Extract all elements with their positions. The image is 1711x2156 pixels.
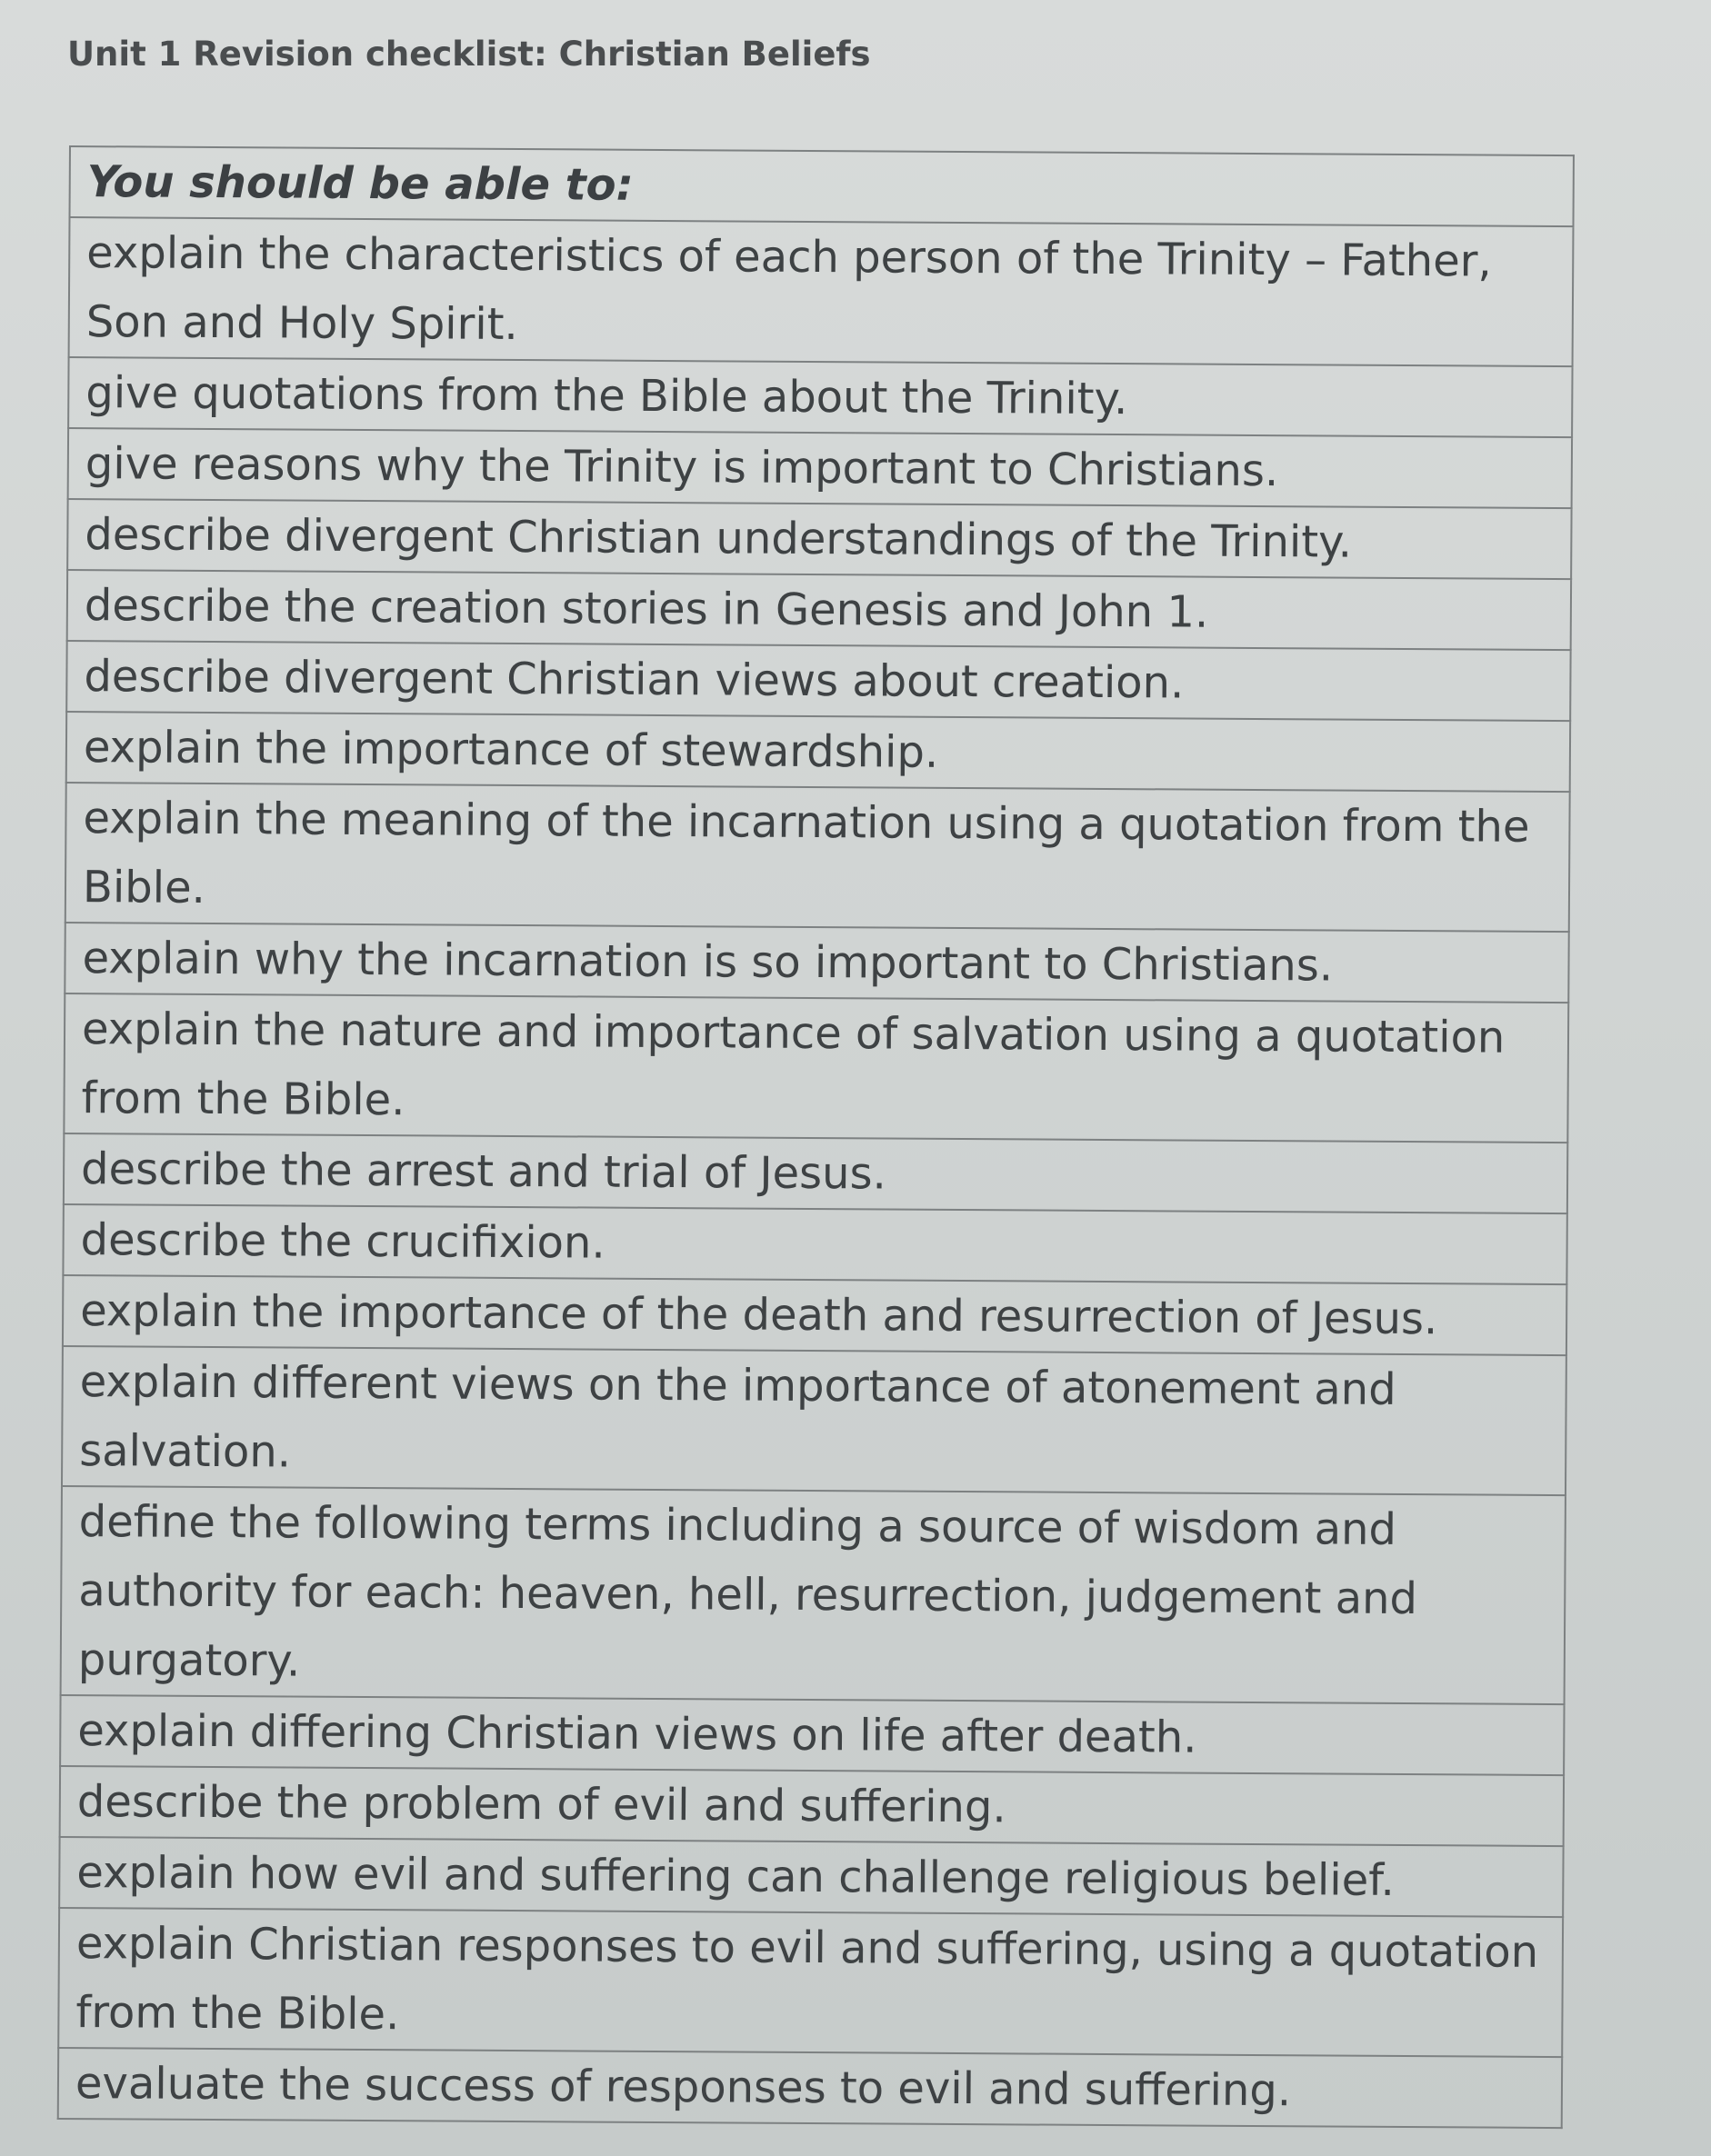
checklist-row (66, 641, 1570, 721)
checklist-item: explain why the incarnation is so important to Christians. (65, 923, 1568, 1003)
checklist-row (67, 570, 1571, 650)
checklist-row (64, 1133, 1567, 1213)
checklist-row (61, 1486, 1566, 1704)
checklist-item: describe divergent Christian understandings of the Trinity. (67, 499, 1571, 579)
revision-checklist-table (57, 145, 1575, 2129)
checklist-row (69, 217, 1574, 366)
checklist-item: explain the meaning of the incarnation using a quotation from the Bible. (65, 783, 1570, 932)
checklist-item: describe the arrest and trial of Jesus. (64, 1133, 1567, 1213)
checklist-row (66, 712, 1570, 792)
checklist-row (64, 993, 1568, 1143)
checklist-item: explain Christian responses to evil and suffering, using a quotation from the Bible. (58, 1908, 1563, 2057)
checklist-item: define the following terms including a source of wisdom and authority for each: heaven, hell, resurrection, judgement and purgatory. (61, 1486, 1566, 1704)
checklist-item: describe divergent Christian views about creation. (66, 641, 1570, 721)
checklist-row (63, 1275, 1566, 1355)
table-header-cell: You should be able to: (70, 146, 1574, 226)
checklist-item: give quotations from the Bible about the Trinity. (68, 357, 1572, 437)
checklist-item: describe the crucifixion. (63, 1204, 1566, 1284)
checklist-item: explain the importance of the death and resurrection of Jesus. (63, 1275, 1566, 1355)
checklist-row (67, 499, 1571, 579)
checklist-item: describe the problem of evil and suffering. (60, 1766, 1564, 1846)
checklist-row (59, 1837, 1563, 1917)
page-title: Unit 1 Revision checklist: Christian Beliefs (67, 35, 871, 74)
checklist-row (60, 1695, 1564, 1775)
checklist-row (62, 1346, 1566, 1495)
checklist-item: explain the importance of stewardship. (66, 712, 1570, 792)
checklist-item: describe the creation stories in Genesis and John 1. (67, 570, 1571, 650)
checklist-item: explain the nature and importance of salvation using a quotation from the Bible. (64, 993, 1568, 1143)
checklist-item: explain different views on the importance of atonement and salvation. (62, 1346, 1566, 1495)
checklist-item: explain the characteristics of each person of the Trinity – Father, Son and Holy Spirit. (69, 217, 1574, 366)
checklist-row (65, 923, 1568, 1003)
checklist-item: explain differing Christian views on life after death. (60, 1695, 1564, 1775)
checklist-row (60, 1766, 1564, 1846)
checklist-row (68, 428, 1572, 508)
checklist-row (65, 783, 1570, 932)
checklist-row (58, 1908, 1563, 2057)
table-header-row (70, 146, 1574, 226)
checklist-item: explain how evil and suffering can challenge religious belief. (59, 1837, 1563, 1917)
checklist-row (68, 357, 1572, 437)
checklist-row (58, 2048, 1562, 2128)
checklist-item: evaluate the success of responses to evil and suffering. (58, 2048, 1562, 2128)
checklist-item: give reasons why the Trinity is important to Christians. (68, 428, 1572, 508)
checklist-row (63, 1204, 1566, 1284)
